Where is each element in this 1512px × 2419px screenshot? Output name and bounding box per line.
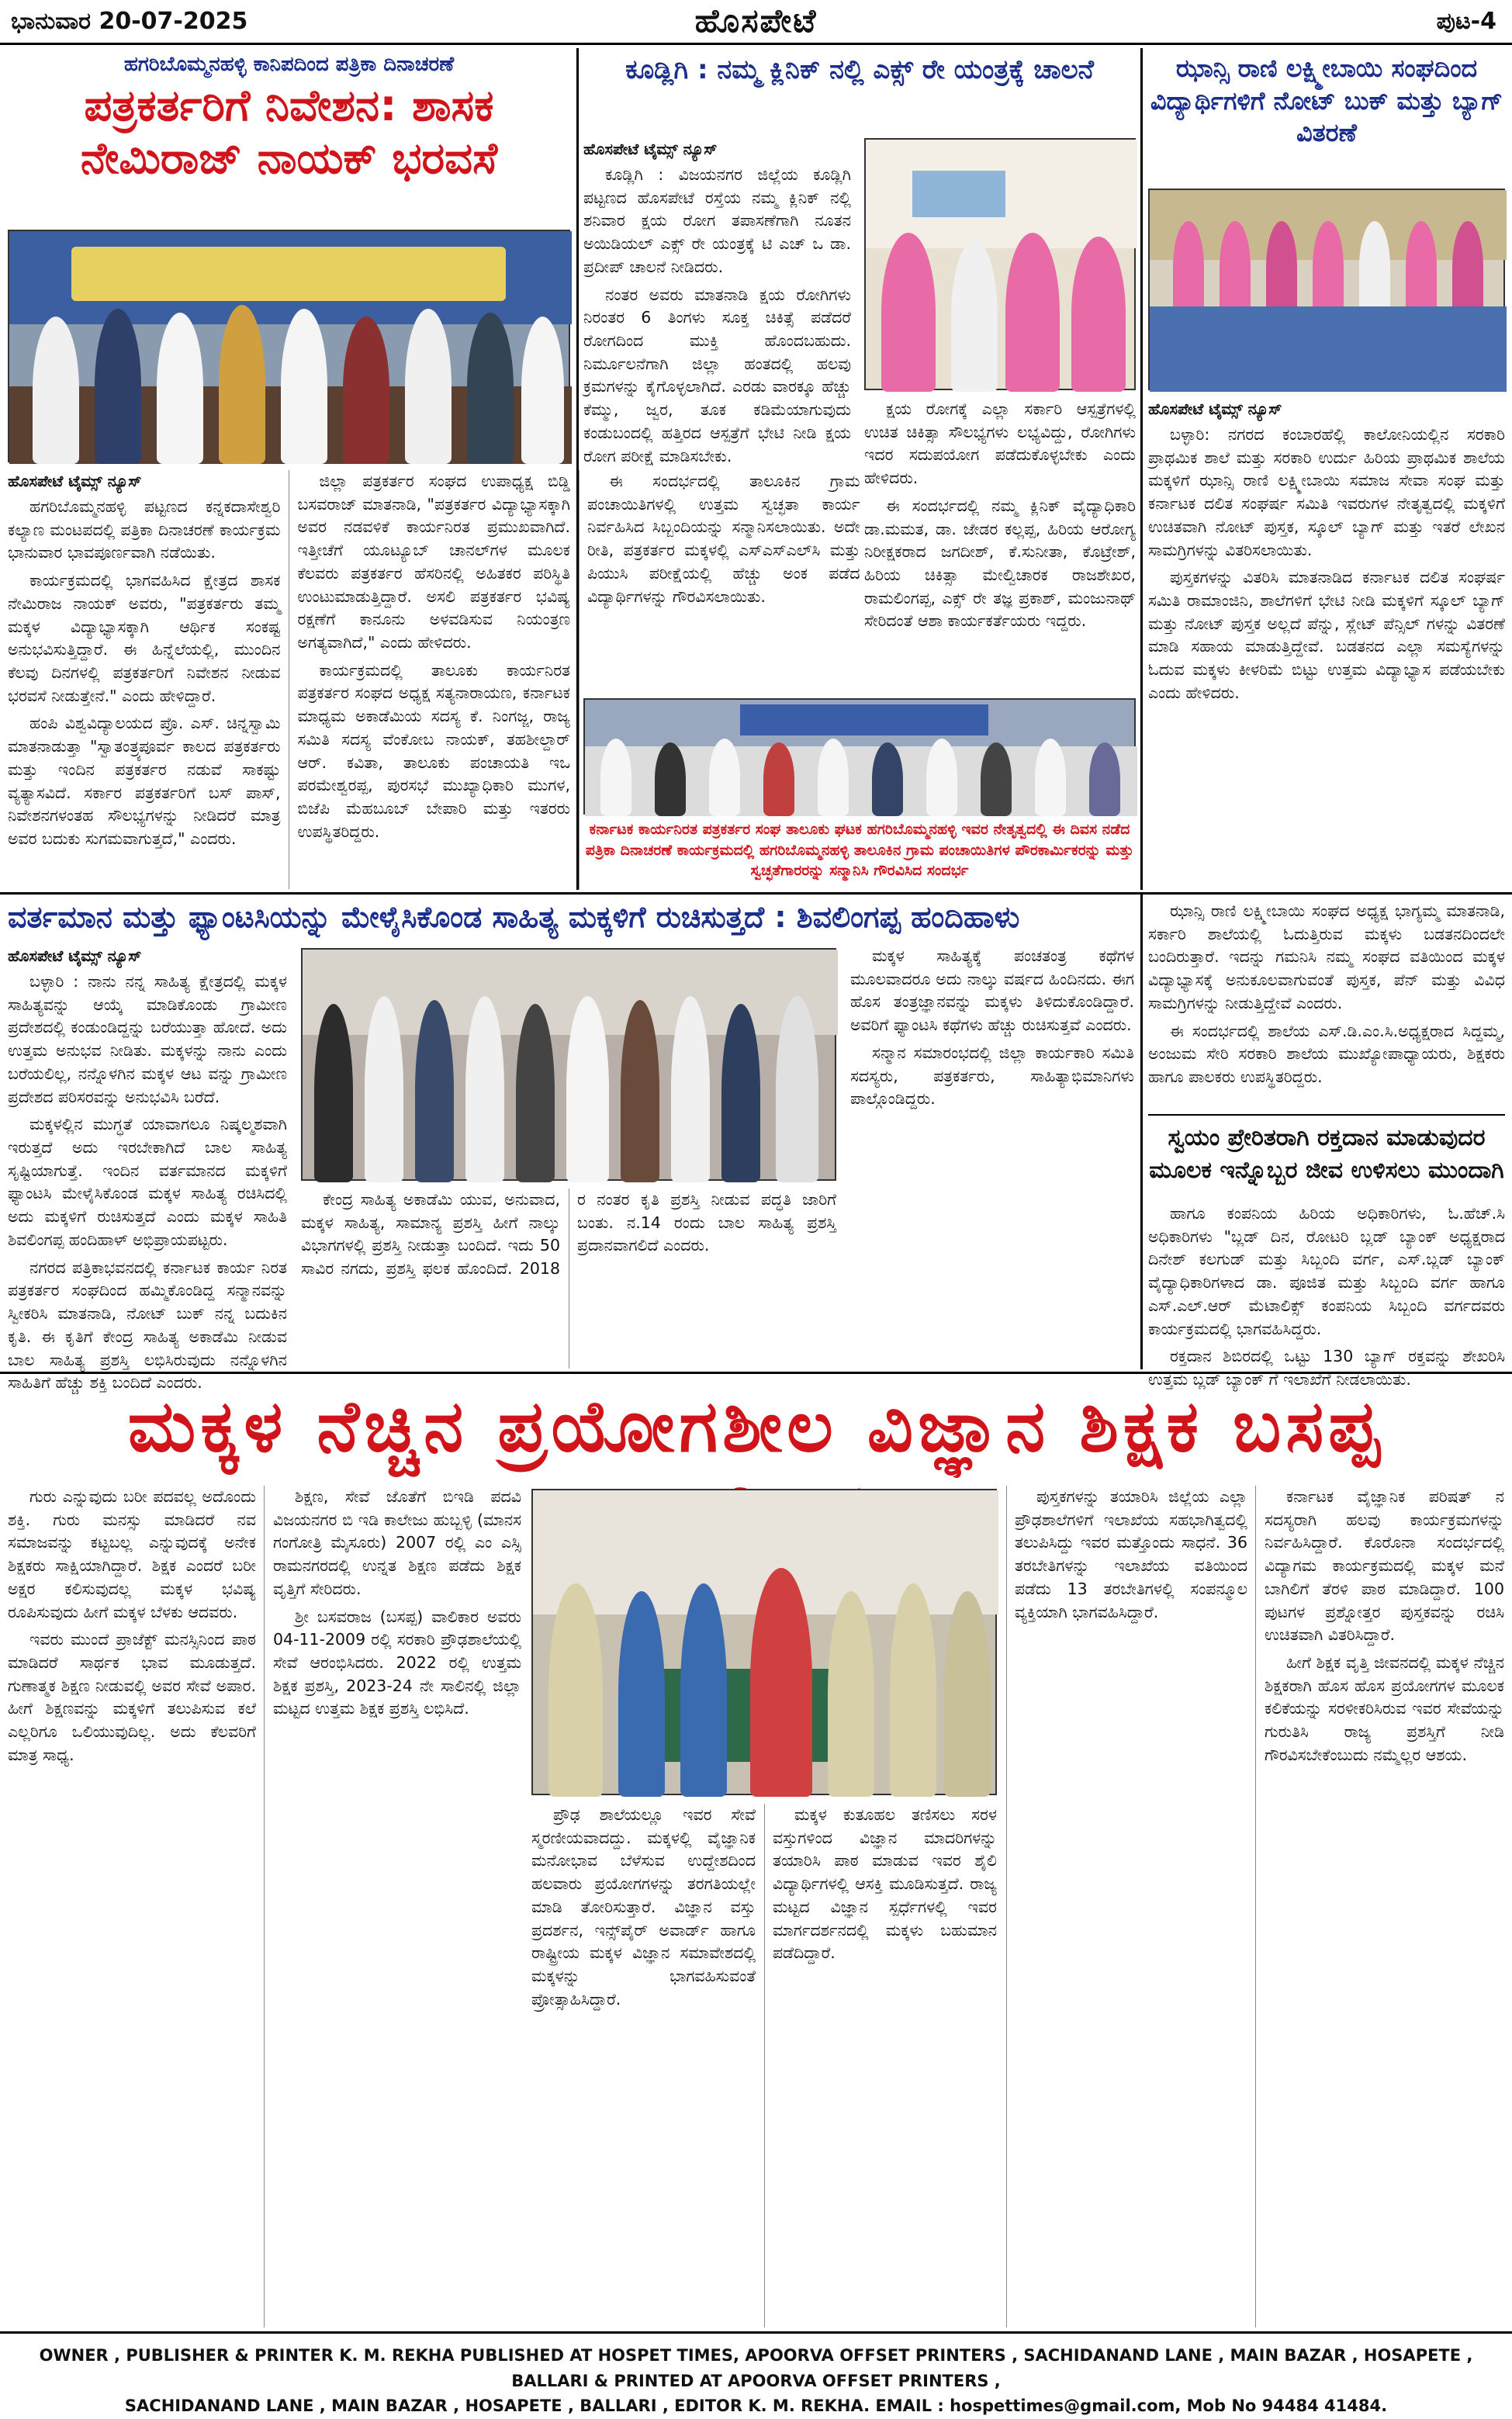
byline: ಹೊಸಪೇಟೆ ಟೈಮ್ಸ್ ನ್ಯೂಸ್: [8, 946, 142, 965]
box-divider: [1148, 1114, 1505, 1116]
paragraph: ನಗರದ ಪತ್ರಿಕಾಭವನದಲ್ಲಿ ಕರ್ನಾಟಕ ಕಾರ್ಯ ನಿರತ ಪತ್ರಕರ್ತರ ಸಂಘದಿಂದ ಹಮ್ಮಿಕೊಂಡಿದ್ದ ಸನ್ಮಾನವನ್ನು ಸ್ವೀಕರಿಸಿ ಮಾತನಾಡಿ, ನೋಟ್ ಬುಕ್ ನನ್ನ ಬದುಕಿನ ಕೃತಿ. ಈ ಕೃತಿಗೆ ಕೇಂದ್ರ ಸಾಹಿತ್ಯ ಅಕಾಡೆಮಿ ನೀಡುವ ಬಾಲ ಸಾಹಿತ್ಯ ಪ್ರಶಸ್ತಿ ಲಭಿಸಿರುವುದು ನನ್ನೊಳಗಿನ ಸಾಹಿತಿಗೆ ಹೆಚ್ಚು ಶಕ್ತಿ ಬಂದಿದೆ ಎಂದರು.: [8, 1258, 287, 1393]
article-body: [8, 945, 287, 1393]
paragraph: ಪುಸ್ತಕಗಳನ್ನು ವಿತರಿಸಿ ಮಾತನಾಡಿದ ಕರ್ನಾಟಕ ದಲಿತ ಸಂಘರ್ಷ ಸಮಿತಿ ರಾಮಾಂಜಿನಿ, ಶಾಲೆಗಳಿಗೆ ಭೇಟಿ ನೀಡಿ ಮಕ್ಕಳಿಗೆ ಸ್ಕೂಲ್ ಬ್ಯಾಗ್ ಮತ್ತು ನೋಟ್ ಪುಸ್ತಕ ಅಲ್ಲದೆ ಪೆನ್ನು, ಸ್ಲೇಟ್ ಪೆನ್ಸಿಲ್ ಗಳನ್ನು ವಿತರಣೆ ಮಾಡಿ ಸಹಾಯ ಮಾಡುತ್ತಿದ್ದೇವೆ. ಬಡತನದ ಎಲ್ಲಾ ಸಮಸ್ಯೆಗಳನ್ನು ಓದುವ ಮಕ್ಕಳು ಕೀಳರಿಮೆ ಬಿಟ್ಟು ಉತ್ತಮ ವಿದ್ಯಾಭ್ಯಾಸ ಪಡೆಯಬೇಕು ಎಂದು ಹೇಳಿದರು.: [1148, 568, 1505, 702]
paragraph: ಹಾಗೂ ಕಂಪನಿಯ ಹಿರಿಯ ಅಧಿಕಾರಿಗಳು, ಓ.ಹೆಚ್.ಸಿ ಅಧಿಕಾರಿಗಳು "ಬ್ಲಡ್ ದಿನ, ರೋಟರಿ ಬ್ಲಡ್ ಬ್ಯಾಂಕ್ ಅಧ್ಯಕ್ಷರಾದ ದಿನೇಶ್ ಕಲಗುಡ್ ಮತ್ತು ಸಿಬ್ಬಂದಿ ವರ್ಗ, ಎಸ್.ಬ್ಲಡ್ ಬ್ಯಾಂಕ್ ವೈದ್ಯಾಧಿಕಾರಿಗಳಾದ ಡಾ. ಪೂಜಿತ ಮತ್ತು ಸಿಬ್ಬಂದಿ ವರ್ಗ ಹಾಗೂ ಎಸ್.ಎಲ್.ಆರ್ ಮೆಟಾಲಿಕ್ಸ್ ಕಂಪನಿಯ ಸಿಬ್ಬಂದಿ ವರ್ಗದವರು ಕಾರ್ಯಕ್ರಮದಲ್ಲಿ ಭಾಗವಹಿಸಿದ್ದರು.: [1148, 1204, 1505, 1338]
paragraph: ಸನ್ಮಾನ ಸಮಾರಂಭದಲ್ಲಿ ಜಿಲ್ಲಾ ಕಾರ್ಯಕಾರಿ ಸಮಿತಿ ಸದಸ್ಯರು, ಪತ್ರಕರ್ತರು, ಸಾಹಿತ್ಯಾಭಿಮಾನಿಗಳು ಪಾಲ್ಗೊಂಡಿದ್ದರು.: [850, 1043, 1134, 1109]
article-headline: ಕೂಡ್ಲಿಗಿ : ನಮ್ಮ ಕ್ಲಿನಿಕ್ ನಲ್ಲಿ ಎಕ್ಸ್ ರೇ ಯಂತ್ರಕ್ಕೆ ಚಾಲನೆ: [625, 54, 1094, 85]
paragraph: ಕರ್ನಾಟಕ ವೈಜ್ಞಾನಿಕ ಪರಿಷತ್ ನ ಸದಸ್ಯರಾಗಿ ಹಲವು ಕಾರ್ಯಕ್ರಮಗಳನ್ನು ನಿರ್ವಹಿಸಿದ್ದಾರೆ. ಕೊರೊನಾ ಸಂದರ್ಭದಲ್ಲಿ ವಿದ್ಯಾಗಮ ಕಾರ್ಯಕ್ರಮದಲ್ಲಿ ಮಕ್ಕಳ ಮನೆ ಬಾಗಿಲಿಗೆ ತೆರಳಿ ಪಾಠ ಮಾಡಿದ್ದಾರೆ. 100 ಪುಟಗಳ ಪ್ರಶ್ನೋತ್ತರ ಪುಸ್ತಕವನ್ನು ರಚಿಸಿ ಉಚಿತವಾಗಿ ವಿತರಿಸಿದ್ದಾರೆ.: [1265, 1487, 1504, 1645]
paragraph: ಕೂಡ್ಲಿಗಿ : ವಿಜಯನಗರ ಜಿಲ್ಲೆಯ ಕೂಡ್ಲಿಗಿ ಪಟ್ಟಣದ ಹೊಸಪೇಟೆ ರಸ್ತೆಯ ನಮ್ಮ ಕ್ಲಿನಿಕ್ ನಲ್ಲಿ ಶನಿವಾರ ಕ್ಷಯ ರೋಗ ತಪಾಸಣೆಗಾಗಿ ನೂತನ ಅಯಿಡಿಯಲ್ ಎಕ್ಸ್ ರೇ ಯಂತ್ರಕ್ಕೆ ಟಿ ಎಚ್ ಒ ಡಾ. ಪ್ರದೀಪ್ ಚಾಲನೆ ನೀಡಿದರು.: [583, 165, 851, 276]
paragraph: ಪುಸ್ತಕಗಳನ್ನು ತಯಾರಿಸಿ ಜಿಲ್ಲೆಯ ಎಲ್ಲಾ ಪ್ರೌಢಶಾಲೆಗಳಿಗೆ ಇಲಾಖೆಯ ಸಹಭಾಗಿತ್ವದಲ್ಲಿ ತಲುಪಿಸಿದ್ದು ಇವರ ಮತ್ತೊಂದು ಸಾಧನೆ. 36 ತರಬೇತಿಗಳನ್ನು ಇಲಾಖೆಯ ವತಿಯಿಂದ ಪಡೆದು 13 ತರಬೇತಿಗಳಲ್ಲಿ ಸಂಪನ್ಮೂಲ ವ್ಯಕ್ತಿಯಾಗಿ ಭಾಗವಹಿಸಿದ್ದಾರೆ.: [1015, 1487, 1247, 1621]
box-headline: ಸ್ವಯಂ ಪ್ರೇರಿತರಾಗಿ ರಕ್ತದಾನ ಮಾಡುವುದರ ಮೂಲಕ ಇನ್ನೊಬ್ಬರ ಜೀವ ಉಳಿಸಲು ಮುಂದಾಗಿ: [1149, 1124, 1504, 1184]
felicitation-photo: [301, 948, 836, 1181]
paragraph: ಹಗರಿಬೊಮ್ಮನಹಳ್ಳಿ ಪಟ್ಟಣದ ಕನ್ನಕದಾಸೇಶ್ವರಿ ಕಲ್ಯಾಣ ಮಂಟಪದಲ್ಲಿ ಪತ್ರಿಕಾ ದಿನಾಚರಣೆ ಕಾರ್ಯಕ್ರಮ ಭಾನುವಾರ ಭಾವಪೂರ್ಣವಾಗಿ ನಡೆಯಿತು.: [8, 497, 281, 562]
article-body-continued: [273, 1486, 521, 2327]
paragraph: ಬಳ್ಳಾರಿ: ನಗರದ ಕಂಬಾರಹೆಲ್ಲಿ ಕಾಲೋನಿಯಲ್ಲಿನ ಸರಕಾರಿ ಪ್ರಾಥಮಿಕ ಶಾಲೆ ಮತ್ತು ಸರಕಾರಿ ಉರ್ದು ಹಿರಿಯ ಪ್ರಾಥಮಿಕ ಶಾಲೆಯ ಮಕ್ಕಳಿಗೆ ಝಾನ್ಸಿ ರಾಣಿ ಲಕ್ಷ್ಮೀಬಾಯಿ ಸಮಾಜ ಸೇವಾ ಸಂಘ ಮತ್ತು ಕರ್ನಾಟಕ ದಲಿತ ಸಂಘರ್ಷ ಸಮಿತಿ ಇವರುಗಳ ನೇತೃತ್ವದಲ್ಲಿ ಮಕ್ಕಳಿಗೆ ಉಚಿತವಾಗಿ ನೋಟ್ ಪುಸ್ತಕ, ಸ್ಕೂಲ್ ಬ್ಯಾಗ್ ಮತ್ತು ಇತರೆ ಲೇಖನ ಸಾಮಗ್ರಿಗಳನ್ನು ವಿತರಿಸಲಾಯಿತು.: [1148, 425, 1505, 559]
paragraph: ಇವರು ಮುಂದೆ ಪ್ರಾಜೆಕ್ಟ್ ಮನಸ್ಸಿನಿಂದ ಪಾಠ ಮಾಡಿದರೆ ಸಾರ್ಥಕ ಭಾವ ಮೂಡುತ್ತದೆ. ಗುಣಾತ್ಮಕ ಶಿಕ್ಷಣ ನೀಡುವಲ್ಲಿ ಅವರ ಸೇವೆ ಅಪಾರ. ಹೀಗೆ ಶಿಕ್ಷಣವನ್ನು ಮಕ್ಕಳಿಗೆ ತಲುಪಿಸುವ ಕಲೆ ಎಲ್ಲರಿಗೂ ಒಲಿಯುವುದಿಲ್ಲ. ಅದು ಕೆಲವರಿಗೆ ಮಾತ್ರ ಸಾಧ್ಯ.: [8, 1630, 256, 1764]
photo-caption: ಕರ್ನಾಟಕ ಕಾರ್ಯನಿರತ ಪತ್ರಕರ್ತರ ಸಂಘ ತಾಲೂಕು ಘಟಕ ಹಗರಿಬೊಮ್ಮನಹಳ್ಳಿ ಇವರ ನೇತೃತ್ವದಲ್ಲಿ ಈ ದಿವಸ ನಡೆದ ಪತ್ರಿಕಾ ದಿನಾಚರಣೆ ಕಾರ್ಯಕ್ರಮದಲ್ಲಿ ಹಗರಿಬೊಮ್ಮನಹಳ್ಳಿ ತಾಲೂಕಿನ ಗ್ರಾಮ ಪಂಚಾಯಿತಿಗಳ ಪೌರಕಾರ್ಮಿಕರನ್ನು ಮತ್ತು ಸ್ವಚ್ಛತೆಗಾರರನ್ನು ಸನ್ಮಾನಿಸಿ ಗೌರವಿಸಿದ ಸಂದರ್ಭ: [585, 821, 1134, 880]
column-divider: [1140, 48, 1143, 890]
article-body-continued: [531, 1804, 997, 2327]
paragraph: ಝಾನ್ಸಿ ರಾಣಿ ಲಕ್ಷ್ಮೀಬಾಯಿ ಸಂಘದ ಅಧ್ಯಕ್ಷ ಭಾಗ್ಯಮ್ಮ ಮಾತನಾಡಿ, ಸರ್ಕಾರಿ ಶಾಲೆಯಲ್ಲಿ ಓದುತ್ತಿರುವ ಮಕ್ಕಳು ಬಡತನದಿಂದಲೇ ಬಂದಿರುತ್ತಾರೆ. ಇದನ್ನು ಗಮನಿಸಿ ನಮ್ಮ ಸಂಘದ ವತಿಯಿಂದ ಮಕ್ಕಳ ವಿದ್ಯಾಭ್ಯಾಸಕ್ಕೆ ಅನುಕೂಲವಾಗುವಂತೆ ಪುಸ್ತಕ, ಪೆನ್ ಮತ್ತು ವಿವಿಧ ಸಾಮಗ್ರಿಗಳನ್ನು ನೀಡುತ್ತಿದ್ದೇವೆ ಎಂದರು.: [1148, 902, 1505, 1012]
classroom-photo: [531, 1489, 997, 1795]
paragraph: ಮಕ್ಕಳ ಸಾಹಿತ್ಯಕ್ಕೆ ಪಂಚತಂತ್ರ ಕಥೆಗಳ ಮೂಲವಾದರೂ ಅದು ನಾಲ್ಕು ವರ್ಷದ ಹಿಂದಿನದು. ಈಗ ಹೊಸ ತಂತ್ರಜ್ಞಾನವನ್ನು ಮಕ್ಕಳು ತಿಳಿದುಕೊಂಡಿದ್ದಾರೆ. ಅವರಿಗೆ ಫ್ಯಾಂಟಸಿ ಕಥೆಗಳು ಹೆಚ್ಚು ರುಚಿಸುತ್ತವೆ ಎಂದರು.: [850, 946, 1134, 1035]
imprint-line: OWNER , PUBLISHER & PRINTER K. M. REKHA PUBLISHED AT HOSPET TIMES, APOORVA OFFSET PRINTERS , SACHIDANAND LANE , MAIN BAZAR , HOSAPETE , BALLARI & PRINTED AT APOORVA OFFSET PRINTERS ,: [39, 2346, 1473, 2390]
paragraph: ಗುರು ಎನ್ನುವುದು ಬರೀ ಪದವಲ್ಲ ಅದೊಂದು ಶಕ್ತಿ. ಗುರು ಮನಸ್ಸು ಮಾಡಿದರೆ ನವ ಸಮಾಜವನ್ನು ಕಟ್ಟಬಲ್ಲ ಎನ್ನುವುದಕ್ಕೆ ಅನೇಕ ಶಿಕ್ಷಕರು ಸಾಕ್ಷಿಯಾಗಿದ್ದಾರೆ. ಶಿಕ್ಷಕ ಎಂದರೆ ಬರೀ ಅಕ್ಷರ ಕಲಿಸುವುದಲ್ಲ ಮಕ್ಕಳ ಭವಿಷ್ಯ ರೂಪಿಸುವುದು ಹೀಗೆ ಮಕ್ಕಳ ಬೆಳಕು ಆದವರು.: [8, 1487, 256, 1621]
paragraph: ಹಂಪಿ ವಿಶ್ವವಿದ್ಯಾಲಯದ ಪ್ರೊ. ಎಸ್. ಚಿನ್ನಸ್ವಾಮಿ ಮಾತನಾಡುತ್ತಾ "ಸ್ವಾತಂತ್ರ್ಯಪೂರ್ವ ಕಾಲದ ಪತ್ರಕರ್ತರು ಮತ್ತು ಇಂದಿನ ಪತ್ರಕರ್ತರ ನಡುವೆ ಸಾಕಷ್ಟು ವ್ಯತ್ಯಾಸವಿದೆ. ಸರ್ಕಾರ ಪತ್ರಕರ್ತರಿಗೆ ಬಸ್ ಪಾಸ್, ನಿವೇಶನಗಳಂತಹ ಸೌಲಭ್ಯಗಳನ್ನು ನೀಡಿದರೆ ಮಾತ್ರ ಅವರ ಬದುಕು ಸುಗಮವಾಗುತ್ತದೆ," ಎಂದರು.: [8, 714, 281, 849]
article-body-continued: [1265, 1486, 1504, 2327]
clinic-photo: [864, 138, 1136, 390]
paragraph: ಕಾರ್ಯಕ್ರಮದಲ್ಲಿ ಭಾಗವಹಿಸಿದ ಕ್ಷೇತ್ರದ ಶಾಸಕ ನೇಮಿರಾಜ ನಾಯಕ್ ಅವರು, "ಪತ್ರಕರ್ತರು ತಮ್ಮ ಮಕ್ಕಳ ವಿದ್ಯಾಭ್ಯಾಸಕ್ಕಾಗಿ ಆರ್ಥಿಕ ಸಂಕಷ್ಟ ಅನುಭವಿಸುತ್ತಿದ್ದಾರೆ. ಈ ಹಿನ್ನೆಲೆಯಲ್ಲಿ, ಮುಂದಿನ ಕೆಲವು ದಿನಗಳಲ್ಲಿ ಪತ್ರಕರ್ತರಿಗೆ ನಿವೇಶನ ನೀಡುವ ಭರವಸೆ ನೀಡುತ್ತೇನೆ." ಎಂದು ಹೇಳಿದ್ದಾರೆ.: [8, 571, 281, 705]
article-body: [8, 1486, 256, 2327]
feature-headline: ಮಕ್ಕಳ ನೆಚ್ಚಿನ ಪ್ರಯೋಗಶೀಲ ವಿಜ್ಞಾನ ಶಿಕ್ಷಕ ಬಸಪ್ಪ: [127, 1385, 1385, 1468]
ceremony-photo: [583, 698, 1136, 815]
article-body: [1148, 398, 1505, 889]
article-body-continued: [1015, 1486, 1247, 2327]
article-body-continued: [301, 1189, 836, 1369]
paragraph: ಬಳ್ಳಾರಿ : ನಾನು ನನ್ನ ಸಾಹಿತ್ಯ ಕ್ಷೇತ್ರದಲ್ಲಿ ಮಕ್ಕಳ ಸಾಹಿತ್ಯವನ್ನು ಆಯ್ಕೆ ಮಾಡಿಕೊಂಡು ಗ್ರಾಮೀಣ ಪ್ರದೇಶದಲ್ಲಿ ಕಂಡುಂಡಿದ್ದನ್ನು ಬರೆಯುತ್ತಾ ಹೋದೆ. ಅದು ಉತ್ತಮ ಅನುಭವ ನೀಡಿತು. ಮಕ್ಕಳನ್ನು ನಾನು ಎಂದು ಬರೆಯಲಿಲ್ಲ, ನನ್ನೊಳಗಿನ ಮಕ್ಕಳ ಆಟ ವನ್ನು ಗ್ರಾಮೀಣ ಪ್ರದೇಶದ ಪರಿಸರವನ್ನು ಅನುಭವಿಸಿ ಬರೆದೆ.: [8, 972, 287, 1106]
article-childrens-literature: [8, 898, 1134, 1393]
masthead: ಹೊಸಪೇಟೆ: [694, 2, 818, 40]
column-divider: [264, 1486, 265, 2327]
imprint-line: SACHIDANAND LANE , MAIN BAZAR , HOSAPETE , BALLARI , EDITOR K. M. REKHA. EMAIL : hospettimes@gmail.com, Mob No 94484 41484.: [124, 2397, 1388, 2416]
article-body-continued: [1148, 900, 1505, 1108]
article-body: [583, 138, 851, 689]
paragraph: ಮಕ್ಕಳಲ್ಲಿನ ಮುಗ್ಧತೆ ಯಾವಾಗಲೂ ನಿಷ್ಕಲ್ಮಶವಾಗಿ ಇರುತ್ತದೆ ಅದು ಇರಬೇಕಾಗಿದೆ ಬಾಲ ಸಾಹಿತ್ಯ ಸೃಷ್ಟಿಯಾಗುತ್ತೆ. ಇಂದಿನ ವರ್ತಮಾನದ ಮಕ್ಕಳಿಗೆ ಫ್ಯಾಂಟಸಿ ಮೇಳೈಸಿಕೊಂಡ ಮಕ್ಕಳ ಸಾಹಿತ್ಯ ರಚಿಸಿದಲ್ಲಿ ಅದು ಮಕ್ಕಳಿಗೆ ರುಚಿಸುತ್ತದೆ ಎಂದು ಮಕ್ಕಳ ಸಾಹಿತಿ ಶಿವಲಿಂಗಪ್ಪ ಹಂದಿಹಾಳ್ ಅಭಿಪ್ರಾಯಪಟ್ಟರು.: [8, 1115, 287, 1249]
article-science-teacher: [8, 1486, 1504, 2327]
page-number: ಪುಟ-4: [1436, 8, 1496, 35]
article-notebook-distribution: [1148, 53, 1505, 889]
paragraph: ಕಾರ್ಯಕ್ರಮದಲ್ಲಿ ತಾಲೂಕು ಕಾರ್ಯನಿರತ ಪತ್ರಕರ್ತರ ಸಂಘದ ಅಧ್ಯಕ್ಷ ಸತ್ಯನಾರಾಯಣ, ಕರ್ನಾಟಕ ಮಾಧ್ಯಮ ಅಕಾಡೆಮಿಯ ಸದಸ್ಯ ಕೆ. ನಿಂಗಜ್ಜ, ರಾಜ್ಯ ಸಮಿತಿ ಸದಸ್ಯ ವೆಂಕೋಬ ನಾಯಕ್, ತಹಶೀಲ್ದಾರ್ ಆರ್. ಕವಿತಾ, ತಾಲೂಕು ಪಂಚಾಯತಿ ಇಒ ಪರಮೇಶ್ವರಪ್ಪ, ಪುರಸಭೆ ಮುಖ್ಯಾಧಿಕಾರಿ ಮುಗಳ, ಬಿಜೆಪಿ ಮೆಹಬೂಬ್ ಬೇಪಾರಿ ಮತ್ತು ಇತರರು ಉಪಸ್ಥಿತರಿದ್ದರು.: [297, 660, 570, 841]
byline: ಹೊಸಪೇಟೆ ಟೈಮ್ಸ್ ನ್ಯೂಸ್: [583, 140, 718, 158]
paragraph: ಕೇಂದ್ರ ಸಾಹಿತ್ಯ ಅಕಾಡೆಮಿ ಯುವ, ಅನುವಾದ, ಮಕ್ಕಳ ಸಾಹಿತ್ಯ, ಸಾಮಾನ್ಯ ಪ್ರಶಸ್ತಿ ಹೀಗೆ ನಾಲ್ಕು ವಿಭಾಗಗಳಲ್ಲಿ ಪ್ರಶಸ್ತಿ ನೀಡುತ್ತಾ ಬಂದಿದೆ. ಇದು 50 ಸಾವಿರ ನಗದು, ಪ್ರಶಸ್ತಿ ಫಲಕ ಹೊಂದಿದೆ. 2018 ರ ನಂತರ ಕೃತಿ ಪ್ರಶಸ್ತಿ ನೀಡುವ ಪದ್ಧತಿ ಜಾರಿಗೆ ಬಂತು. ನ.14 ರಂದು ಬಾಲ ಸಾಹಿತ್ಯ ಪ್ರಶಸ್ತಿ ಪ್ರದಾನವಾಗಲಿದೆ ಎಂದರು.: [301, 1190, 836, 1279]
column-divider: [576, 48, 579, 890]
article-notebook-continued: [1148, 900, 1505, 1389]
paragraph: ನಂತರ ಅವರು ಮಾತನಾಡಿ ಕ್ಷಯ ರೋಗಿಗಳು ನಿರಂತರ 6 ತಿಂಗಳು ಸೂಕ್ತ ಚಿಕಿತ್ಸೆ ಪಡೆದರೆ ರೋಗದಿಂದ ಮುಕ್ತಿ ಹೊಂದಬಹುದು. ನಿರ್ಮೂಲನೆಗಾಗಿ ಜಿಲ್ಲಾ ಹಂತದಲ್ಲಿ ಹಲವು ಕ್ರಮಗಳನ್ನು ಕೈಗೊಳ್ಳಲಾಗಿದೆ. ಎರಡು ವಾರಕ್ಕೂ ಹೆಚ್ಚು ಕೆಮ್ಮು, ಜ್ವರ, ತೂಕ ಕಡಿಮೆಯಾಗುವುದು ಕಂಡುಬಂದಲ್ಲಿ ಹತ್ತಿರದ ಆಸ್ಪತ್ರೆಗೆ ಭೇಟಿ ನೀಡಿ ಕ್ಷಯ ರೋಗ ಪರೀಕ್ಷೆ ಮಾಡಿಸಬೇಕು.: [583, 285, 851, 465]
column-divider: [1140, 895, 1143, 1369]
column-divider: [1006, 1486, 1007, 2327]
byline: ಹೊಸಪೇಟೆ ಟೈಮ್ಸ್ ನ್ಯೂಸ್: [1148, 400, 1282, 418]
byline: ಹೊಸಪೇಟೆ ಟೈಮ್ಸ್ ನ್ಯೂಸ್: [8, 472, 142, 490]
article-body-continued: [864, 398, 1136, 693]
section-divider: [0, 892, 1512, 895]
article-headline: ಪತ್ರಕರ್ತರಿಗೆ ನಿವೇಶನ: ಶಾಸಕ ನೇಮಿರಾಜ್ ನಾಯಕ್ ಭರವಸೆ: [80, 81, 498, 185]
paragraph: ಮಕ್ಕಳ ಕುತೂಹಲ ತಣಿಸಲು ಸರಳ ವಸ್ತುಗಳಿಂದ ವಿಜ್ಞಾನ ಮಾದರಿಗಳನ್ನು ತಯಾರಿಸಿ ಪಾಠ ಮಾಡುವ ಇವರ ಶೈಲಿ ವಿದ್ಯಾರ್ಥಿಗಳಲ್ಲಿ ಆಸಕ್ತಿ ಮೂಡಿಸುತ್ತದೆ. ರಾಜ್ಯ ಮಟ್ಟದ ವಿಜ್ಞಾನ ಸ್ಪರ್ಧೆಗಳಲ್ಲಿ ಇವರ ಮಾರ್ಗದರ್ಶನದಲ್ಲಿ ಮಕ್ಕಳು ಬಹುಮಾನ ಪಡೆದಿದ್ದಾರೆ.: [773, 1805, 997, 1963]
article-kicker: ಹಗರಿಬೊಮ್ಮನಹಳ್ಳಿ ಕಾನಿಪದಿಂದ ಪತ್ರಿಕಾ ದಿನಾಚರಣೆ: [123, 53, 455, 76]
imprint-footer: [0, 2331, 1512, 2416]
article-headline: ವರ್ತಮಾನ ಮತ್ತು ಫ್ಯಾಂಟಸಿಯನ್ನು ಮೇಳೈಸಿಕೊಂಡ ಸಾಹಿತ್ಯ ಮಕ್ಕಳಿಗೆ ರುಚಿಸುತ್ತದೆ : ಶಿವಲಿಂಗಪ್ಪ ಹಂದಿಹಾಳು: [8, 900, 1020, 934]
issue-date: ಭಾನುವಾರ 20-07-2025: [11, 8, 248, 35]
paragraph: ಈ ಸಂದರ್ಭದಲ್ಲಿ ತಾಲೂಕಿನ ಗ್ರಾಮ ಪಂಚಾಯಿತಿಗಳಲ್ಲಿ ಉತ್ತಮ ಸ್ವಚ್ಛತಾ ಕಾರ್ಯ ನಿರ್ವಹಿಸಿದ ಸಿಬ್ಬಂದಿಯನ್ನು ಸನ್ಮಾನಿಸಲಾಯಿತು. ಅದೇ ರೀತಿ, ಪತ್ರಕರ್ತರ ಮಕ್ಕಳಲ್ಲಿ ಎಸ್ಎಸ್ಎಲ್‌ಸಿ ಮತ್ತು ಪಿಯುಸಿ ಪರೀಕ್ಷೆಯಲ್ಲಿ ಹೆಚ್ಚು ಅಂಕ ಪಡೆದ ವಿದ್ಯಾರ್ಥಿಗಳನ್ನು ಗೌರವಿಸಲಾಯಿತು.: [587, 472, 860, 606]
paragraph: ಪ್ರೌಢ ಶಾಲೆಯಲ್ಲೂ ಇವರ ಸೇವೆ ಸ್ಮರಣೀಯವಾದದ್ದು. ಮಕ್ಕಳಲ್ಲಿ ವೈಜ್ಞಾನಿಕ ಮನೋಭಾವ ಬೆಳೆಸುವ ಉದ್ದೇಶದಿಂದ ಹಲವಾರು ಪ್ರಯೋಗಗಳನ್ನು ತರಗತಿಯಲ್ಲೇ ಮಾಡಿ ತೋರಿಸುತ್ತಾರೆ. ವಿಜ್ಞಾನ ವಸ್ತು ಪ್ರದರ್ಶನ, ಇನ್ಸ್‌ಪೈರ್ ಅವಾರ್ಡ್ ಹಾಗೂ ರಾಷ್ಟ್ರೀಯ ಮಕ್ಕಳ ವಿಜ್ಞಾನ ಸಮಾವೇಶದಲ್ಲಿ ಮಕ್ಕಳನ್ನು ಭಾಗವಹಿಸುವಂತೆ ಪ್ರೋತ್ಸಾಹಿಸಿದ್ದಾರೆ.: [531, 1805, 756, 2009]
paragraph: ಜಿಲ್ಲಾ ಪತ್ರಕರ್ತರ ಸಂಘದ ಉಪಾಧ್ಯಕ್ಷ ಬಿಡ್ಡಿ ಬಸವರಾಜ್ ಮಾತನಾಡಿ, "ಪತ್ರಕರ್ತರ ವಿದ್ಯಾಭ್ಯಾಸಕ್ಕಾಗಿ ಅವರ ನಡವಳಿಕೆ ಕಾರ್ಯನಿರತ ಪ್ರಮುಖವಾಗಿದೆ. ಇತ್ತೀಚೆಗೆ ಯೂಟ್ಯೂಬ್ ಚಾನಲ್‌ಗಳ ಮೂಲಕ ಕೆಲವರು ಪತ್ರಕರ್ತರ ಹೆಸರಿನಲ್ಲಿ ಅಹಿತಕರ ಪರಿಸ್ಥಿತಿ ಉಂಟುಮಾಡುತ್ತಿದ್ದಾರೆ. ಅಸಲಿ ಪತ್ರಕರ್ತರ ಭವಿಷ್ಯ ರಕ್ಷಣೆಗೆ ಕಾನೂನು ಅಳವಡಿಸುವ ನಿಯಂತ್ರಣ ಅಗತ್ಯವಾಗಿದೆ," ಎಂದು ಹೇಳಿದರು.: [297, 472, 570, 652]
page-header: [0, 0, 1512, 45]
column-divider: [1255, 1486, 1256, 2327]
event-photo: [8, 230, 570, 462]
paragraph: ಹೀಗೆ ಶಿಕ್ಷಕ ವೃತ್ತಿ ಜೀವನದಲ್ಲಿ ಮಕ್ಕಳ ನೆಚ್ಚಿನ ಶಿಕ್ಷಕರಾಗಿ ಹೊಸ ಹೊಸ ಪ್ರಯೋಗಗಳ ಮೂಲಕ ಕಲಿಕೆಯನ್ನು ಸರಳೀಕರಿಸಿರುವ ಇವರ ಸೇವೆಯನ್ನು ಗುರುತಿಸಿ ರಾಜ್ಯ ಪ್ರಶಸ್ತಿಗೆ ನೀಡಿ ಗೌರವಿಸಬೇಕೆಂಬುದು ನಮ್ಮೆಲ್ಲರ ಆಶಯ.: [1265, 1653, 1504, 1764]
article-body-continued: [850, 945, 1134, 1369]
article-xray-clinic: [583, 53, 1136, 889]
paragraph: ಶಿಕ್ಷಣ, ಸೇವೆ ಜೊತೆಗೆ ಬಿಇಡಿ ಪದವಿ ವಿಜಯನಗರ ಬಿ ಇಡಿ ಕಾಲೇಜು ಹುಬ್ಬಳ್ಳಿ (ಮಾನಸ ಗಂಗೋತ್ರಿ ಮೈಸೂರು) 2007 ರಲ್ಲಿ ಎಂ ಎಸ್ಸಿ ರಾಮನಗರದಲ್ಲಿ ಉನ್ನತ ಶಿಕ್ಷಣ ಪಡೆದು ಶಿಕ್ಷಕ ವೃತ್ತಿಗೆ ಸೇರಿದರು.: [273, 1487, 521, 1598]
students-photo: [1148, 189, 1505, 390]
paragraph: ಈ ಸಂದರ್ಭದಲ್ಲಿ ಶಾಲೆಯ ಎಸ್.ಡಿ.ಎಂ.ಸಿ.ಅಧ್ಯಕ್ಷರಾದ ಸಿದ್ದಮ್ಮ, ಅಂಜುಮ ಸೇರಿ ಸರಕಾರಿ ಶಾಲೆಯ ಮುಖ್ಯೋಪಾಧ್ಯಾಯರು, ಶಿಕ್ಷಕರು ಹಾಗೂ ಪಾಲಕರು ಉಪಸ್ಥಿತರಿದ್ದರು.: [1148, 1021, 1505, 1087]
paragraph: ಕ್ಷಯ ರೋಗಕ್ಕೆ ಎಲ್ಲಾ ಸರ್ಕಾರಿ ಆಸ್ಪತ್ರೆಗಳಲ್ಲಿ ಉಚಿತ ಚಿಕಿತ್ಸಾ ಸೌಲಭ್ಯಗಳು ಲಭ್ಯವಿದ್ದು, ರೋಗಿಗಳು ಇದರ ಸದುಪಯೋಗ ಪಡೆದುಕೊಳ್ಳಬೇಕು ಎಂದು ಹೇಳಿದರು.: [864, 400, 1136, 488]
box-body: [1148, 1203, 1505, 1389]
paragraph: ಶ್ರೀ ಬಸವರಾಜ (ಬಸಪ್ಪ) ವಾಲಿಕಾರ ಅವರು 04-11-2009 ರಲ್ಲಿ ಸರಕಾರಿ ಪ್ರೌಢಶಾಲೆಯಲ್ಲಿ ಸೇವೆ ಆರಂಭಿಸಿದರು. 2022 ರಲ್ಲಿ ಉತ್ತಮ ಶಿಕ್ಷಕ ಪ್ರಶಸ್ತಿ, 2023-24 ನೇ ಸಾಲಿನಲ್ಲಿ ಜಿಲ್ಲಾ ಮಟ್ಟದ ಉತ್ತಮ ಶಿಕ್ಷಕ ಪ್ರಶಸ್ತಿ ಲಭಿಸಿದೆ.: [273, 1607, 521, 1718]
article-headline: ಝಾನ್ಸಿ ರಾಣಿ ಲಕ್ಷ್ಮೀಬಾಯಿ ಸಂಘದಿಂದ ವಿದ್ಯಾರ್ಥಿಗಳಿಗೆ ನೋಟ್ ಬುಕ್ ಮತ್ತು ಬ್ಯಾಗ್ ವಿತರಣೆ: [1150, 54, 1503, 148]
paragraph: ರಕ್ತದಾನ ಶಿಬಿರದಲ್ಲಿ ಒಟ್ಟು 130 ಬ್ಯಾಗ್ ರಕ್ತವನ್ನು ಶೇಖರಿಸಿ ಉತ್ತಮ ಬ್ಲಡ್ ಬ್ಯಾಂಕ್ ಗೆ ಇಲಾಖೆಗೆ ನೀಡಲಾಯಿತು.: [1148, 1347, 1505, 1389]
paragraph: ಈ ಸಂದರ್ಭದಲ್ಲಿ ನಮ್ಮ ಕ್ಲಿನಿಕ್ ವೈದ್ಯಾಧಿಕಾರಿ ಡಾ.ಮಮತ, ಡಾ. ಜೇಡರ ಕಲ್ಲಪ್ಪ, ಹಿರಿಯ ಆರೋಗ್ಯ ನಿರೀಕ್ಷಕರಾದ ಜಗದೀಶ್, ಕೆ.ಸುನೀತಾ, ಕೊಟ್ರೇಶ್, ಹಿರಿಯ ಚಿಕಿತ್ಸಾ ಮೇಲ್ವಿಚಾರಕ ರಾಜಶೇಖರ, ರಾಮಲಿಂಗಪ್ಪ, ಎಕ್ಸ್ ರೇ ತಜ್ಞ ಪ್ರಕಾಶ್, ಮಂಜುನಾಥ್ ಸೇರಿದಂತೆ ಆಶಾ ಕಾರ್ಯಕರ್ತೆಯರು ಇದ್ದರು.: [864, 496, 1136, 631]
